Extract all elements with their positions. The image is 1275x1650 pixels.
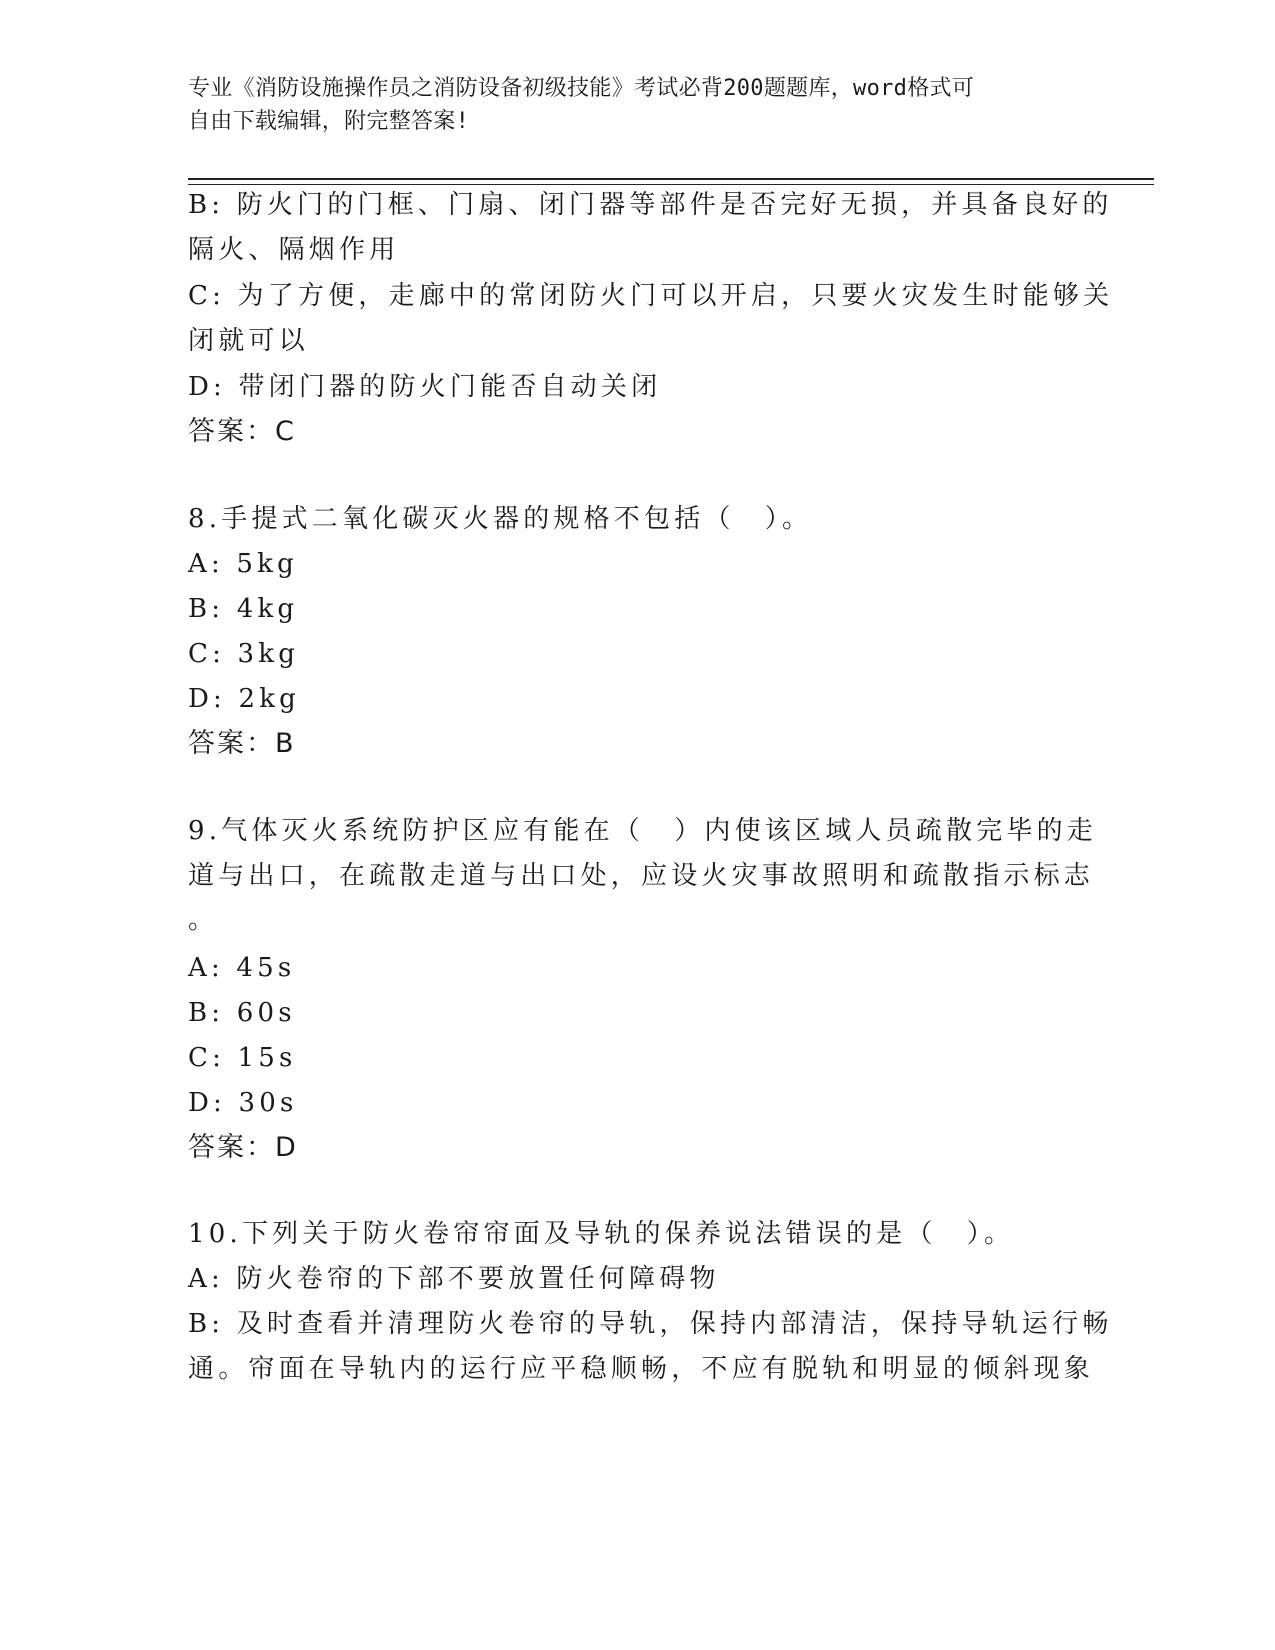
document-header (188, 72, 1068, 138)
q9-option-b: B: 60s (188, 998, 296, 1028)
q8-option-b: B: 4kg (188, 594, 299, 624)
header-line-1: 专业《消防设施操作员之消防设备初级技能》考试必背200题题库，word格式可 (188, 76, 975, 101)
q8-option-c: C: 3kg (188, 639, 300, 669)
q9-stem-line-1: 9.气体灭火系统防护区应有能在（ ）内使该区域人员疏散完毕的走 (188, 816, 1098, 846)
q7-option-c-line-1: C: 为了方便，走廊中的常闭防火门可以开启，只要火灾发生时能够关 (188, 281, 1114, 311)
q7-answer: 答案：C (188, 416, 296, 447)
q10-option-b-line-2: 通。帘面在导轨内的运行应平稳顺畅，不应有脱轨和明显的倾斜现象 (188, 1354, 1095, 1384)
q8-answer: 答案：B (188, 728, 296, 759)
q9-option-d: D: 30s (188, 1088, 298, 1118)
q10-option-b-line-1: B: 及时查看并清理防火卷帘的导轨，保持内部清洁，保持导轨运行畅 (188, 1309, 1113, 1339)
q9-stem-line-2: 道与出口，在疏散走道与出口处，应设火灾事故照明和疏散指示标志 (188, 861, 1095, 891)
q8-option-d: D: 2kg (188, 684, 301, 714)
header-line-2: 自由下载编辑，附完整答案! (188, 109, 470, 134)
q9-answer: 答案：D (188, 1132, 298, 1163)
header-divider (188, 178, 1154, 180)
q8-stem: 8.手提式二氧化碳灭火器的规格不包括（ ）。 (188, 504, 813, 534)
q7-option-b-line-2: 隔火、隔烟作用 (188, 235, 400, 265)
q10-stem: 10.下列关于防火卷帘帘面及导轨的保养说法错误的是（ ）。 (188, 1219, 1015, 1249)
q7-option-d: D: 带闭门器的防火门能否自动关闭 (188, 372, 662, 402)
q9-stem-line-3: 。 (188, 905, 219, 935)
q7-option-c-line-2: 闭就可以 (188, 326, 309, 356)
q10-option-a: A: 防火卷帘的下部不要放置任何障碍物 (188, 1264, 720, 1294)
q9-option-a: A: 45s (188, 953, 296, 983)
header-divider-thin (188, 184, 1154, 185)
q7-option-b-line-1: B: 防火门的门框、门扇、闭门器等部件是否完好无损，并具备良好的 (188, 190, 1113, 220)
q8-option-a: A: 5kg (188, 549, 298, 579)
q9-option-c: C: 15s (188, 1043, 297, 1073)
